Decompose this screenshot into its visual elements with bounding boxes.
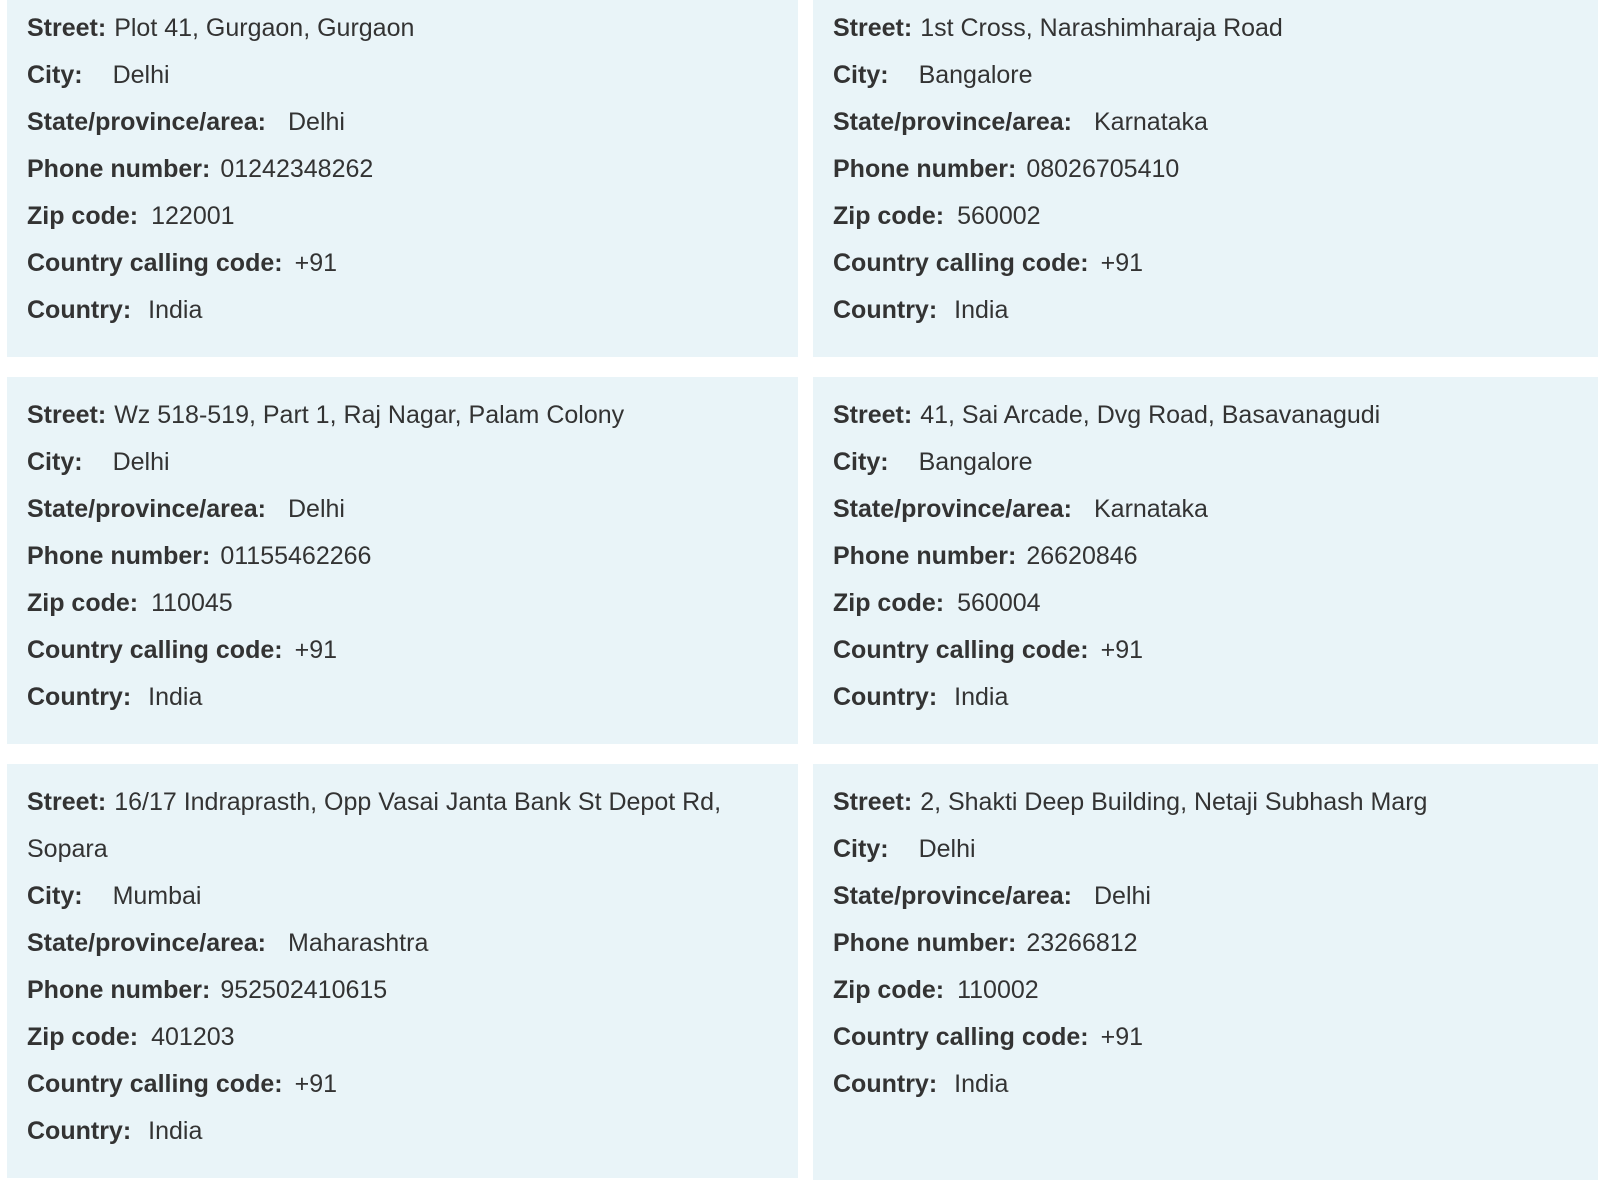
field-state	[27, 486, 778, 533]
city-value: Delhi	[112, 61, 170, 89]
field-country	[27, 1108, 778, 1155]
field-zip	[27, 193, 778, 240]
zip-value: 401203	[151, 1023, 235, 1051]
zip-label: Zip code:	[833, 589, 945, 617]
field-country	[27, 674, 778, 721]
state-label: State/province/area:	[27, 108, 266, 136]
city-label: City:	[833, 61, 889, 89]
zip-label: Zip code:	[833, 976, 945, 1004]
phone-label: Phone number:	[833, 929, 1017, 957]
field-zip	[27, 1014, 778, 1061]
city-label: City:	[833, 448, 889, 476]
phone-label: Phone number:	[27, 976, 211, 1004]
zip-value: 110002	[957, 976, 1039, 1004]
field-phone	[27, 533, 778, 580]
state-label: State/province/area:	[27, 495, 266, 523]
country-calling-code-value: +91	[294, 1070, 338, 1098]
country-label: Country:	[833, 296, 938, 324]
state-label: State/province/area:	[27, 929, 266, 957]
field-phone	[833, 920, 1585, 967]
field-zip	[27, 580, 778, 627]
country-label: Country:	[27, 1117, 132, 1145]
country-calling-code-label: Country calling code:	[833, 249, 1089, 277]
field-country	[833, 1061, 1585, 1108]
country-calling-code-label: Country calling code:	[27, 636, 283, 664]
field-street	[27, 5, 778, 52]
field-zip	[833, 967, 1585, 1014]
country-calling-code-label: Country calling code:	[27, 249, 283, 277]
field-state	[833, 99, 1585, 146]
street-label: Street:	[833, 401, 913, 429]
field-city	[27, 439, 778, 486]
state-value: Maharashtra	[288, 929, 429, 957]
country-calling-code-value: +91	[1100, 1023, 1144, 1051]
state-value: Delhi	[288, 108, 345, 136]
field-state	[833, 486, 1585, 533]
country-value: India	[954, 683, 1009, 711]
street-value: 1st Cross, Narashimharaja Road	[920, 14, 1283, 42]
address-card	[7, 0, 798, 357]
street-value: 41, Sai Arcade, Dvg Road, Basavanagudi	[920, 401, 1381, 429]
state-value: Karnataka	[1094, 495, 1208, 523]
street-label: Street:	[27, 14, 107, 42]
state-value: Delhi	[288, 495, 345, 523]
field-country-calling-code	[27, 627, 778, 674]
field-country-calling-code	[27, 240, 778, 287]
street-label: Street:	[833, 14, 913, 42]
state-label: State/province/area:	[833, 495, 1072, 523]
country-calling-code-label: Country calling code:	[27, 1070, 283, 1098]
phone-value: 26620846	[1026, 542, 1138, 570]
field-city	[833, 52, 1585, 99]
field-zip	[833, 193, 1585, 240]
zip-label: Zip code:	[833, 202, 945, 230]
phone-value: 23266812	[1026, 929, 1138, 957]
zip-value: 560004	[957, 589, 1041, 617]
city-label: City:	[27, 448, 83, 476]
street-value: Wz 518-519, Part 1, Raj Nagar, Palam Colony	[114, 401, 625, 429]
field-phone	[833, 146, 1585, 193]
phone-value: 01242348262	[220, 155, 374, 183]
street-value: 2, Shakti Deep Building, Netaji Subhash Marg	[920, 788, 1428, 816]
country-calling-code-value: +91	[294, 636, 338, 664]
country-calling-code-label: Country calling code:	[833, 1023, 1089, 1051]
zip-value: 110045	[151, 589, 233, 617]
phone-label: Phone number:	[27, 542, 211, 570]
field-country-calling-code	[27, 1061, 778, 1108]
field-country-calling-code	[833, 240, 1585, 287]
street-label: Street:	[833, 788, 913, 816]
phone-label: Phone number:	[27, 155, 211, 183]
field-state	[833, 873, 1585, 920]
country-label: Country:	[833, 683, 938, 711]
country-value: India	[954, 296, 1009, 324]
city-label: City:	[27, 882, 83, 910]
phone-value: 08026705410	[1026, 155, 1180, 183]
street-value: 16/17 Indraprasth, Opp Vasai Janta Bank St Depot Rd, Sopara	[27, 788, 722, 863]
field-street	[27, 392, 778, 439]
field-zip	[833, 580, 1585, 627]
country-value: India	[148, 1117, 203, 1145]
field-country	[27, 287, 778, 334]
country-value: India	[148, 296, 203, 324]
zip-value: 560002	[957, 202, 1041, 230]
field-street	[833, 392, 1585, 439]
country-value: India	[954, 1070, 1009, 1098]
phone-value: 01155462266	[220, 542, 372, 570]
state-value: Delhi	[1094, 882, 1151, 910]
street-label: Street:	[27, 788, 107, 816]
address-card	[7, 377, 798, 744]
zip-value: 122001	[151, 202, 235, 230]
address-card	[813, 377, 1598, 744]
field-country-calling-code	[833, 1014, 1585, 1061]
state-label: State/province/area:	[833, 108, 1072, 136]
street-label: Street:	[27, 401, 107, 429]
country-label: Country:	[27, 683, 132, 711]
field-country-calling-code	[833, 627, 1585, 674]
field-state	[27, 920, 778, 967]
address-card-grid	[7, 0, 1598, 1180]
country-calling-code-value: +91	[1100, 249, 1144, 277]
zip-label: Zip code:	[27, 589, 139, 617]
phone-label: Phone number:	[833, 542, 1017, 570]
city-value: Delhi	[112, 448, 170, 476]
country-calling-code-value: +91	[294, 249, 338, 277]
zip-label: Zip code:	[27, 1023, 139, 1051]
state-label: State/province/area:	[833, 882, 1072, 910]
field-phone	[833, 533, 1585, 580]
city-value: Mumbai	[112, 882, 202, 910]
field-street	[833, 5, 1585, 52]
field-city	[27, 52, 778, 99]
phone-value: 952502410615	[220, 976, 388, 1004]
field-country	[833, 287, 1585, 334]
field-country	[833, 674, 1585, 721]
address-card	[7, 764, 798, 1178]
field-street	[833, 779, 1585, 826]
field-phone	[27, 146, 778, 193]
city-value: Bangalore	[918, 61, 1033, 89]
address-card	[813, 0, 1598, 357]
country-label: Country:	[27, 296, 132, 324]
address-card	[813, 764, 1598, 1180]
field-city	[833, 826, 1585, 873]
field-phone	[27, 967, 778, 1014]
phone-label: Phone number:	[833, 155, 1017, 183]
country-value: India	[148, 683, 203, 711]
city-label: City:	[27, 61, 83, 89]
city-value: Delhi	[918, 835, 976, 863]
field-city	[833, 439, 1585, 486]
country-label: Country:	[833, 1070, 938, 1098]
country-calling-code-label: Country calling code:	[833, 636, 1089, 664]
field-state	[27, 99, 778, 146]
city-label: City:	[833, 835, 889, 863]
street-value: Plot 41, Gurgaon, Gurgaon	[114, 14, 415, 42]
state-value: Karnataka	[1094, 108, 1208, 136]
field-street	[27, 779, 778, 873]
country-calling-code-value: +91	[1100, 636, 1144, 664]
zip-label: Zip code:	[27, 202, 139, 230]
field-city	[27, 873, 778, 920]
city-value: Bangalore	[918, 448, 1033, 476]
